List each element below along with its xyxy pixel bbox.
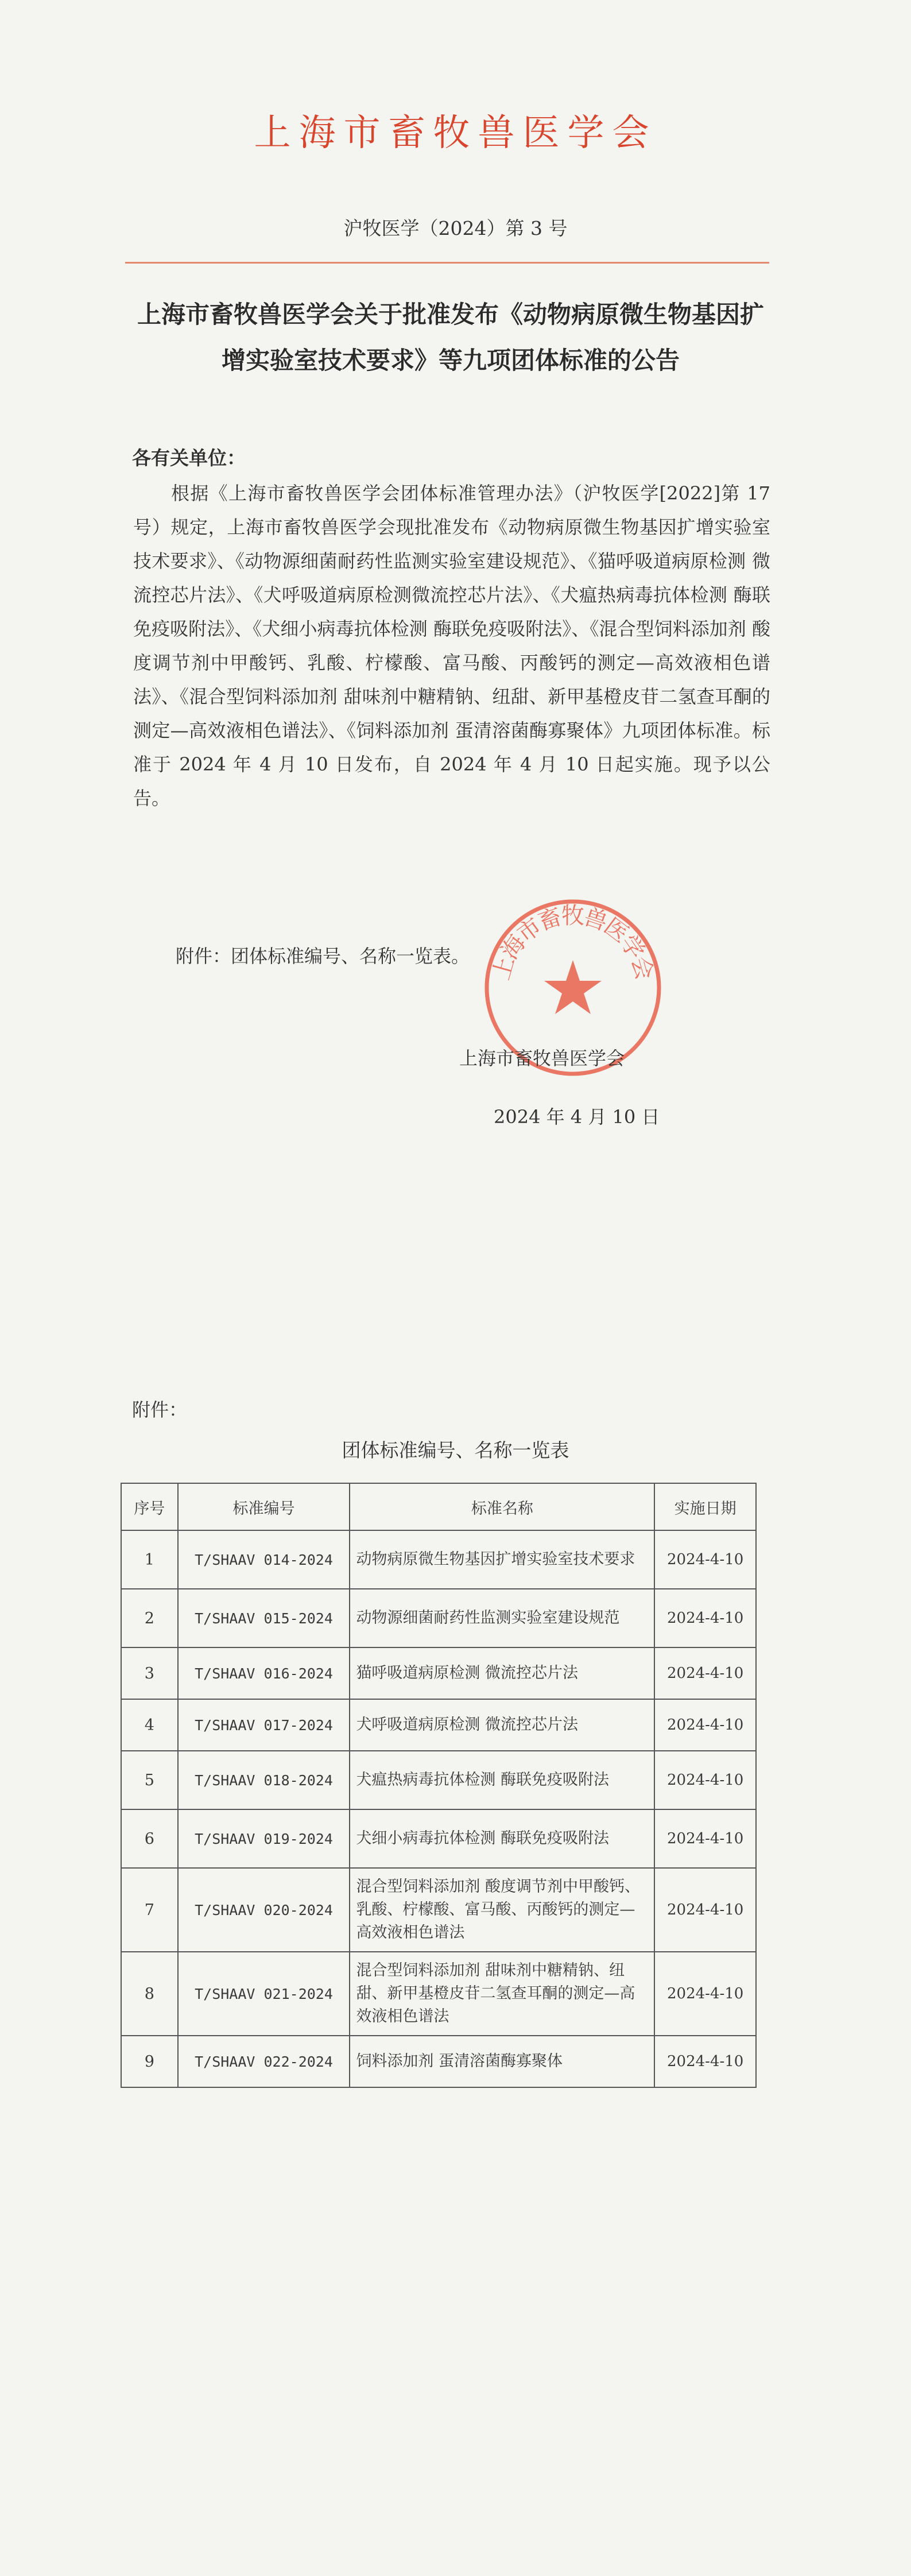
row-date: 2024-4-10	[654, 1530, 756, 1589]
red-divider	[125, 262, 769, 264]
table-row	[121, 1809, 756, 1868]
row-no: 7	[121, 1868, 178, 1952]
table-row	[121, 1952, 756, 2036]
row-no: 3	[121, 1647, 178, 1699]
doc-number: 沪牧医学（2024）第 3 号	[343, 217, 568, 239]
row-name: 犬瘟热病毒抗体检测 酶联免疫吸附法	[350, 1751, 654, 1809]
header-code: 标准编号	[178, 1483, 350, 1530]
row-date: 2024-4-10	[654, 2036, 756, 2087]
row-name: 混合型饲料添加剂 酸度调节剂中甲酸钙、乳酸、柠檬酸、富马酸、丙酸钙的测定—高效液相色谱法	[350, 1868, 654, 1952]
notice-title: 上海市畜牧兽医学会关于批准发布《动物病原微生物基因扩增实验室技术要求》等九项团体标准的公告	[137, 300, 764, 374]
row-no: 9	[121, 2036, 178, 2087]
row-code: T/SHAAV 015-2024	[178, 1589, 350, 1647]
row-date: 2024-4-10	[654, 1751, 756, 1809]
standards-table	[121, 1483, 757, 2088]
table-row	[121, 1868, 756, 1952]
row-no: 8	[121, 1952, 178, 2036]
row-date: 2024-4-10	[654, 1868, 756, 1952]
row-code: T/SHAAV 019-2024	[178, 1809, 350, 1868]
row-code: T/SHAAV 022-2024	[178, 2036, 350, 2087]
table-row	[121, 2036, 756, 2087]
row-date: 2024-4-10	[654, 1589, 756, 1647]
table-row	[121, 1589, 756, 1647]
sign-date: 2024 年 4 月 10 日	[494, 1106, 660, 1128]
row-name: 饲料添加剂 蛋清溶菌酶寡聚体	[350, 2036, 654, 2087]
row-no: 1	[121, 1530, 178, 1589]
notice-body: 根据《上海市畜牧兽医学会团体标准管理办法》（沪牧医学[2022]第 17 号）规定，上海市畜牧兽医学会现批准发布《动物病原微生物基因扩增实验室技术要求》、《动物源细菌耐药性监测实验室建设规范》、《猫呼吸道病原检测 微流控芯片法》、《犬呼吸道病原检测微流控芯片法》、《犬瘟热病毒抗体检测 酶联免疫吸附法》、《犬细小病毒抗体检测 酶联免疫吸附法》、《混合型饲料添加剂 酸度调节剂中甲酸钙、乳酸、柠檬酸、富马酸、丙酸钙的测定—高效液相色谱法》、《混合型饲料添加剂 甜味剂中糖精钠、纽甜、新甲基橙皮苷二氢查耳酮的测定—高效液相色谱法》、《饲料添加剂 蛋清溶菌酶寡聚体》九项团体标准。标准于 2024 年 4 月 10 日发布，自 2024 年 4 月 10 日起实施。现予以公告。	[133, 482, 770, 809]
row-date: 2024-4-10	[654, 1952, 756, 2036]
row-name: 混合型饲料添加剂 甜味剂中糖精钠、纽甜、新甲基橙皮苷二氢查耳酮的测定—高效液相色谱法	[350, 1952, 654, 2036]
row-code: T/SHAAV 018-2024	[178, 1751, 350, 1809]
attachment-note: 附件：团体标准编号、名称一览表。	[176, 945, 470, 967]
table-row	[121, 1699, 756, 1751]
header-name: 标准名称	[350, 1483, 654, 1530]
signer: 上海市畜牧兽医学会	[459, 1047, 625, 1069]
svg-text:上海市畜牧兽医学会: 上海市畜牧兽医学会	[488, 903, 658, 983]
row-no: 6	[121, 1809, 178, 1868]
row-date: 2024-4-10	[654, 1647, 756, 1699]
row-no: 4	[121, 1699, 178, 1751]
seal-star-icon	[544, 960, 602, 1014]
table-title: 团体标准编号、名称一览表	[342, 1439, 569, 1461]
row-name: 犬呼吸道病原检测 微流控芯片法	[350, 1699, 654, 1751]
table-row	[121, 1647, 756, 1699]
row-name: 动物病原微生物基因扩增实验室技术要求	[350, 1530, 654, 1589]
table-row	[121, 1751, 756, 1809]
row-code: T/SHAAV 014-2024	[178, 1530, 350, 1589]
row-code: T/SHAAV 021-2024	[178, 1952, 350, 2036]
row-code: T/SHAAV 020-2024	[178, 1868, 350, 1952]
header-no: 序号	[121, 1483, 178, 1530]
salutation: 各有关单位：	[132, 447, 246, 469]
row-name: 猫呼吸道病原检测 微流控芯片法	[350, 1647, 654, 1699]
row-date: 2024-4-10	[654, 1809, 756, 1868]
org-header: 上海市畜牧兽医学会	[254, 112, 657, 154]
row-date: 2024-4-10	[654, 1699, 756, 1751]
row-name: 动物源细菌耐药性监测实验室建设规范	[350, 1589, 654, 1647]
row-no: 5	[121, 1751, 178, 1809]
row-code: T/SHAAV 016-2024	[178, 1647, 350, 1699]
row-name: 犬细小病毒抗体检测 酶联免疫吸附法	[350, 1809, 654, 1868]
row-no: 2	[121, 1589, 178, 1647]
table-row	[121, 1530, 756, 1589]
row-code: T/SHAAV 017-2024	[178, 1699, 350, 1751]
annex-label: 附件：	[132, 1399, 188, 1421]
table-header-row	[121, 1483, 756, 1530]
header-date: 实施日期	[654, 1483, 756, 1530]
